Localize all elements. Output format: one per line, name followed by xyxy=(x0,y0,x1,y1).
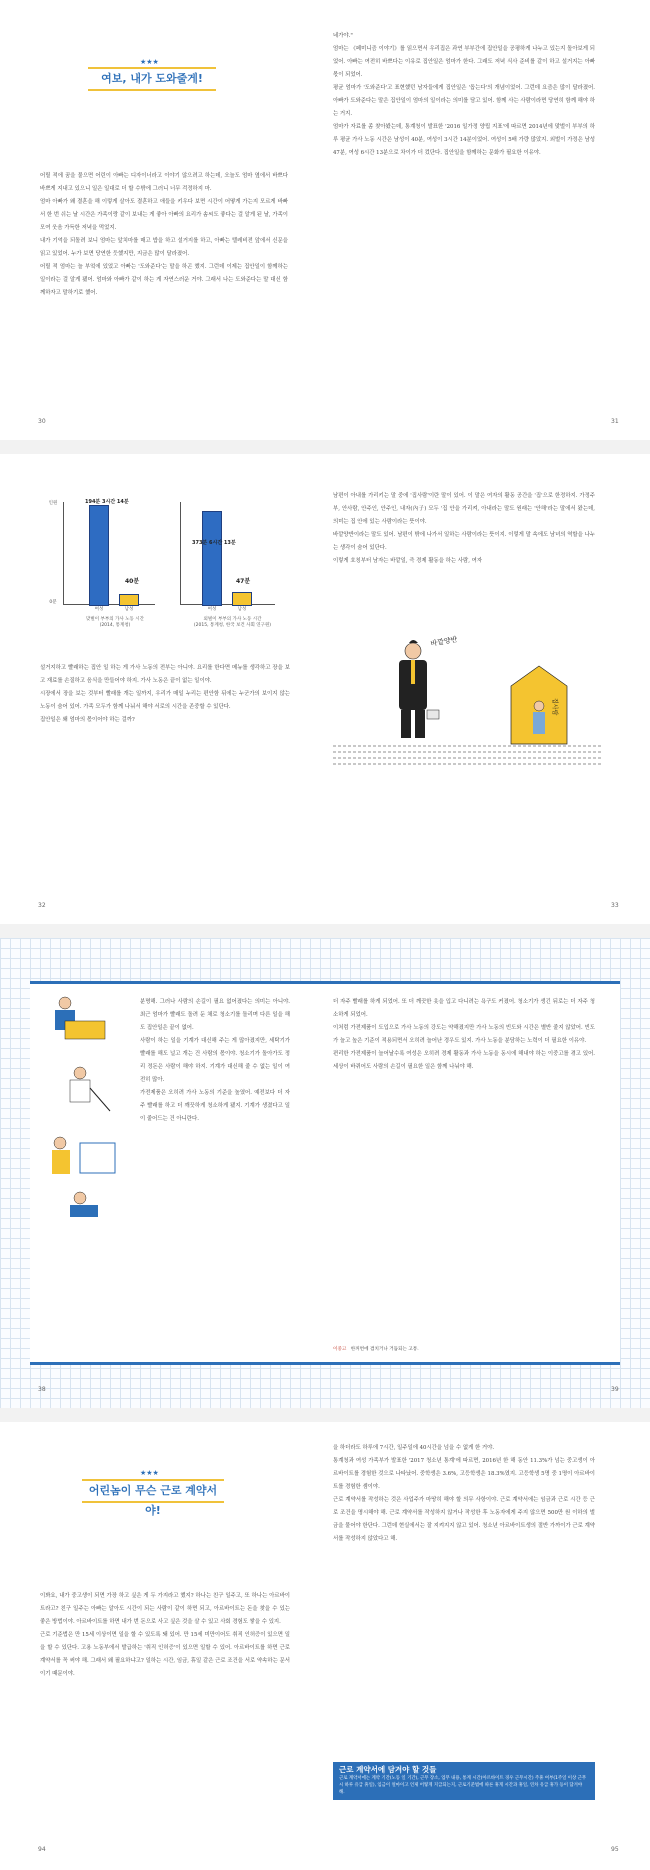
bar-male xyxy=(119,594,139,606)
page-number: 30 xyxy=(38,418,46,425)
page-38 xyxy=(0,938,325,1408)
illustration-man-woman xyxy=(333,626,608,776)
category-label: 여성 xyxy=(94,607,104,612)
category-label: 남성 xyxy=(124,607,134,612)
y-axis xyxy=(63,502,64,604)
spread-pages-32-33 xyxy=(0,454,650,924)
page-number: 31 xyxy=(611,418,619,425)
body-text-left: 설거지하고 빨래하는 집안 일 하는 게 가사 노동의 전부는 아니야. 요리를 한다면 메뉴를 생각하고 장을 보고 재료를 손질하고 음식을 만들어야 하지. 가사 노동은 끝이 없는 일이야. 시장에서 장을 보는 것부터 빨래를 개는 일까지, 우리가 매일 누리는 편안함 뒤에는 누군가의 보이지 않는 노동이 숨어 있어. 가족 모두가 함께 나눠서 해야 서로의 시간을 존중할 수 있단다. 집안일은 왜 엄마의 몫이어야 하는 걸까? xyxy=(40,665,290,723)
chapter-title-text: 여보, 내가 도와줄게! xyxy=(101,72,203,85)
page-95 xyxy=(325,1422,650,1870)
star-ornament: ★★★ xyxy=(140,58,159,66)
spread-pages-94-95 xyxy=(0,1422,650,1870)
body-text-left: 분명해. 그러나 사람의 손길이 필요 없어졌다는 의미는 아니야. 최근 엄마가 빨래도 돌려 둔 채로 청소기를 돌리며 다른 일을 해도 집안일은 끝이 없어. 사람이 하는 일을 기계가 대신해 주는 게 많아졌지만, 세탁기가 빨래를 해도 널고 개는 건 사람의 몫이야. 청소기가 돌아가도 정리 정돈은 사람이 해야 하지. 기계가 대신해 줄 수 없는 일이 여전히 많아. 가전제품은 오히려 가사 노동의 기준을 높였어. 예전보다 더 자주 빨래를 하고 더 깨끗하게 청소하게 됐지. 기계가 생겼다고 일이 줄어드는 건 아니란다. xyxy=(140,999,290,1122)
data-label-male: 40분 xyxy=(125,578,140,585)
category-label: 여성 xyxy=(207,607,217,612)
illustration-housework-figures xyxy=(40,993,130,1223)
page-number: 94 xyxy=(38,1846,46,1853)
data-label-male: 47분 xyxy=(236,578,251,585)
body-text-right: 더 자주 빨래를 하게 되었어. 또 더 깨끗한 옷을 입고 다니려는 욕구도 커졌어. 청소기가 생긴 뒤로는 더 자주 청소하게 되었어. 이처럼 가전제품이 도입으로 가사 노동의 강도는 약해졌지만 가사 노동의 빈도와 시간은 별반 줄지 않았어. 빈도가 늘고 높은 기준이 적용되면서 오히려 늘어난 경우도 있지. 가사 노동을 분담하는 노력이 더 필요한 이유야. 편리한 가전제품이 늘어날수록 여성은 오히려 경제 활동과 가사 노동을 동시에 해내야 하는 이중고를 겪고 있어. 세상이 바뀌어도 사람의 손길이 필요한 일은 함께 나눠야 해. xyxy=(333,999,595,1070)
chart-caption: 외벌이 부부의 가사 노동 시간 (2015, 통계청, 한국 보건 사회 연구원) xyxy=(193,617,272,628)
chapter-title-text: 어린놈이 무슨 근로 계약서야! xyxy=(88,1484,218,1517)
housework-chart xyxy=(45,494,295,654)
page-number: 95 xyxy=(611,1846,619,1853)
y-axis xyxy=(180,502,181,604)
page-94 xyxy=(0,1422,325,1870)
body-text-right: 네가야." 엄마는 《페미니즘 이야기》를 읽으면서 우리집은 과연 부부간에 집안일을 공평하게 나누고 있는지 돌아보게 되었어. 아빠는 여전히 바쁘다는 이유로 집안일은 엄마가 한다. 그래도 저녁 식사 준비를 같이 하고 설거지는 아빠 몫이 되었어. 평균 엄마가 '도와준다'고 표현했던 남자들에게 집안일은 '돕는다'의 개념이었어. 그런데 요즘은 많이 달라졌어. 아빠가 도와준다는 말은 집안일이 엄마의 일이라는 의미를 담고 있어. 함께 사는 사람이라면 당연히 함께 해야 하는 거지. 엄마가 자료를 좀 찾아봤는데, 통계청이 발표한 '2016 일가정 양립 지표'에 따르면 2014년에 맞벌이 부부의 하루 평균 가사 노동 시간은 남성이 40분, 여성이 3시간 14분이었어. 여성이 5배 가량 많았지. 외벌이 가정은 남성 47분, 여성 6시간 13분으로 차이가 더 컸단다. 집안일을 함께하는 문화가 필요한 이유야. xyxy=(333,33,595,156)
info-box xyxy=(333,1762,595,1800)
body-text-right: 남편이 아내를 가리키는 말 중에 '집사람'이란 말이 있어. 이 말은 여자의 활동 공간을 '집'으로 한정하지. 가정주부, 안사람, 안주인, 안주인, 내자(內子) 모두 '집 안을 가리켜, 아내라는 말도 원래는 '안해'라는 말에서 왔는데, 의미는 집 안에 있는 사람이라는 뜻이야. 바깥양반이라는 말도 있어. 남편이 밖에 나가서 일하는 사람이라는 뜻이지. 이렇게 말 속에도 남녀의 역할을 나누는 생각이 숨어 있단다. 이렇게 호칭부터 남자는 바깥일, 즉 경제 활동을 하는 사람, 여자 xyxy=(333,493,595,564)
footnote xyxy=(333,1346,419,1352)
x-axis xyxy=(63,604,155,605)
spread-divider xyxy=(0,440,650,454)
bar-male xyxy=(232,592,252,606)
body-text-left: 이봐요, 내가 중고생이 되면 가장 하고 싶은 게 두 가지라고 했지? 하나는 친구 일주고, 또 하나는 아르바이트라고? 친구 일주는 아빠는 알아도 시간이 되는 사람이 같이 하면 되고, 아르바이트는 돈을 찾을 수 있는 좋은 방법이야. 아르바이트를 하면 내가 번 돈으로 사고 싶은 것을 살 수 있고 사회 경험도 쌓을 수 있지. 근로 기준법은 만 15세 이상이면 일을 할 수 있도록 돼 있어. 만 15세 미만이어도 취직 인허증이 있으면 일을 할 수 있단다. 고용 노동부에서 발급하는 '취직 인허증'이 있으면 일할 수 있어. 아르바이트를 하면 근로 계약서를 꼭 써야 해. 그래서 왜 필요하냐고? 일하는 시간, 임금, 휴일 같은 근로 조건을 서로 약속하는 문서이기 때문이야. xyxy=(40,1593,290,1677)
chapter-title xyxy=(82,1479,224,1517)
figure-washing xyxy=(55,997,105,1039)
body-text-left: 어릴 적에 꿈을 물으면 어린이 아빠는 디자이너라고 이야기 않으려고 하는데, 오늘도 엄마 옆에서 바쁘다 바쁘게 지내고 있으니 일은 일대로 더 할 수밖에 그러니 너무 걱정하지 마. 엄마 아빠가 왜 결혼을 해 이렇게 살아도 결혼하고 애들을 키우다 보면 시간이 어떻게 가는지 모르게 바빠서 한 번 쉬는 날 시간은 가족이랑 같이 보내는 게 좋아 아빠의 요리가 솜씨도 좋다는 걸 알게 된 날, 가족이 모여 웃음 가득한 저녁을 먹었지. 내가 기억을 되돌려 보니 엄마는 앞치마를 매고 밥을 하고 설거지를 하고, 아빠는 텔레비전 앞에서 신문을 읽고 있었어. 누가 보면 당연한 듯했지만, 지금은 많이 달라졌어. 어릴 적 엄마는 늘 부엌에 있었고 아빠는 '도와준다'는 말을 하곤 했지. 그런데 이제는 집안일이 함께하는 일이라는 걸 알게 됐어. 엄마와 아빠가 같이 하는 게 자연스러운 거야. 그래서 나는 도와준다는 말 대신 함께하자고 말하기로 했어. xyxy=(40,173,288,296)
bar-female xyxy=(202,511,222,606)
bar-female xyxy=(89,505,109,606)
spread-pages-38-39 xyxy=(0,938,650,1408)
data-label-female: 373분 6시간 13분 xyxy=(192,540,236,546)
page-32 xyxy=(0,454,325,924)
chart-caption: 맞벌이 부부의 가사 노동 시간 (2014, 통계청) xyxy=(86,617,144,628)
chart-1 xyxy=(45,494,165,644)
category-label: 남성 xyxy=(237,607,247,612)
figure-cleaning-floor xyxy=(70,1192,98,1217)
page-39 xyxy=(325,938,650,1408)
label-man: 바깥양반 xyxy=(429,635,458,648)
striped-ground xyxy=(333,746,603,764)
page-number: 32 xyxy=(38,902,46,909)
figure-vacuum xyxy=(70,1067,110,1111)
page-30 xyxy=(0,0,325,440)
page-33 xyxy=(325,454,650,924)
spread-divider xyxy=(0,924,650,938)
info-box-text: 근로 계약서에는 계약 기간(노동 일 기간), 근무 장소, 업무 내용, 통계 시간(아르바이트 경우 근무시간) 주휴 여부(1주일 이상 근무 시 하루 유급 휴일), 임금이 얼마이고 언제 어떻게 지급되는지, 근로기준법에 따른 휴게 시간과 휴일, 연차 유급 휴가 등이 담겨야 해. xyxy=(339,1776,587,1795)
spread-divider xyxy=(0,1408,650,1422)
data-label-female: 194분 3시간 14분 xyxy=(85,499,129,505)
spread-pages-30-31 xyxy=(0,0,650,440)
man-figure xyxy=(399,640,439,738)
x-axis xyxy=(180,604,275,605)
page-number: 39 xyxy=(611,1386,619,1393)
body-text-right: 을 하더라도 하루에 7시간, 일주일에 40시간을 넘을 수 없게 한 거야. 통계청과 여성 가족부가 발표한 '2017 청소년 통계'에 따르면, 2016년 한 해 동안 11.3%가 넘는 중고생이 아르바이트를 경험한 것으로 나타났어. 중학생은 3.6%, 고등학생은 18.3%였지. 고등학생 5명 중 1명이 아르바이트를 경험한 셈이야. 근로 계약서를 작성하는 것은 사업주가 마땅히 해야 할 의무 사항이야. 근로 계약서에는 임금과 근로 시간 등 근로 조건을 명시해야 해. 근로 계약서를 작성하지 않거나 작성한 후 노동자에게 주지 않으면 500만 원 이하의 벌금을 물어야 한단다. 그런데 현실에서는 잘 지켜지지 않고 있어. 청소년 아르바이트생의 절반 가까이가 근로 계약서를 작성하지 않았다고 해. xyxy=(333,1445,595,1542)
star-ornament: ★★★ xyxy=(140,1469,159,1477)
page-31 xyxy=(325,0,650,440)
chart-2 xyxy=(170,494,290,644)
label-woman: 집사람 xyxy=(551,698,558,716)
info-box-title: 근로 계약서에 담겨야 할 것들 xyxy=(339,1765,437,1774)
chapter-title xyxy=(88,67,216,91)
figure-laundry-rack xyxy=(52,1137,115,1174)
page-number: 33 xyxy=(611,902,619,909)
footnote-term: 이중고 xyxy=(333,1347,347,1352)
axis-tick-label: 인원 xyxy=(48,501,58,506)
footnote-definition: 한꺼번에 겹치거나 거듭되는 고통. xyxy=(350,1347,419,1352)
page-number: 38 xyxy=(38,1386,46,1393)
axis-tick-label: 0분 xyxy=(49,600,57,605)
